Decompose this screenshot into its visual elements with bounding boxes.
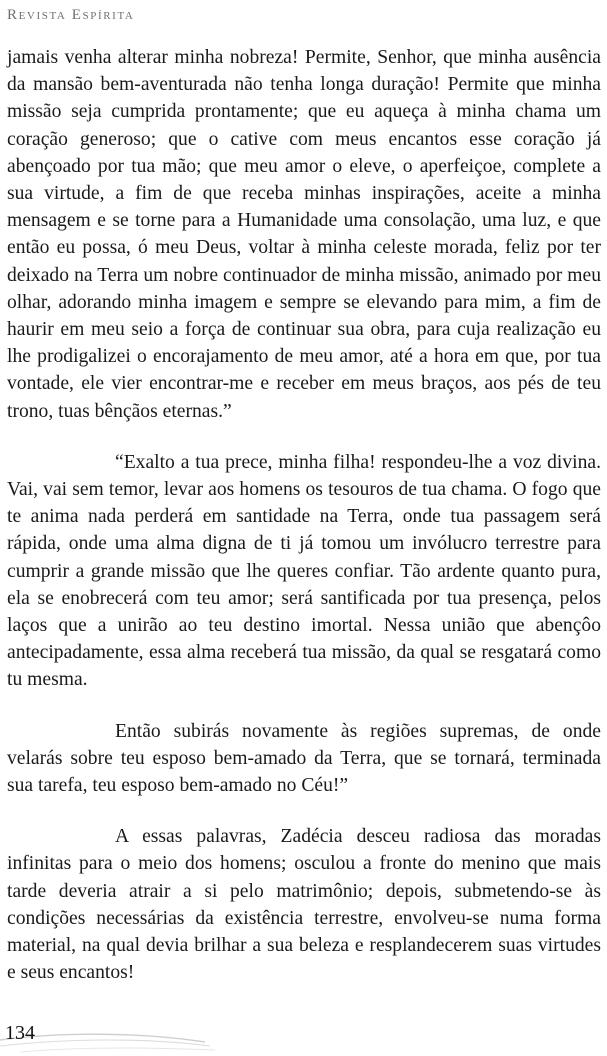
- paragraph-2: “Exalto a tua prece, minha filha! respondeu-lhe a voz divina. Vai, vai sem temor, levar aos homens os tesouros de tua chama. O fogo que te anima nada perderá em santidade na Terra, onde tua passagem será rápida, onde uma alma digna de ti já tomou um invólucro terrestre para cumprir a grande missão que lhe queres confiar. Tão ardente quanto pura, ela se enobrecerá com teu amor; será santificada por tua presença, pelos laços que a unirão ao teu destino imortal. Nessa união que abençôo antecipadamente, essa alma receberá tua missão, da qual se resgatará como tu mesma.: [7, 451, 601, 691]
- paragraph-4: A essas palavras, Zadécia desceu radiosa das moradas infinitas para o meio dos homens; osculou a fronte do menino que mais tarde deveria atrair a si pelo matrimônio; depois, submetendo-se às condições necessárias da existência terrestre, envolveu-se numa forma material, na qual devia brilhar a sua beleza e resplandecerem suas virtudes e seus encantos!: [7, 826, 601, 984]
- paragraph-3: Então subirás novamente às regiões supremas, de onde velarás sobre teu esposo bem-amado da Terra, que se tornará, terminada sua tarefa, teu esposo bem-amado no Céu!”: [7, 720, 601, 797]
- paragraph-gap: [7, 425, 601, 449]
- decorative-swoosh-icon: [0, 1016, 607, 1056]
- page-body: [7, 44, 601, 987]
- page-number: 134: [5, 1022, 35, 1044]
- paragraph-gap: [7, 694, 601, 718]
- running-header: Revista Espírita: [7, 7, 135, 23]
- paragraph-1: jamais venha alterar minha nobreza! Permite, Senhor, que minha ausência da mansão bem-aventurada não tenha longa duração! Permite que minha missão seja cumprida prontamente; que eu aqueça à minha chama um coração generoso; que o cative com meus encantos esse coração já abençoado por tua mão; que meu amor o eleve, o aperfeiçoe, complete a sua virtude, a fim de que receba minhas inspirações, aceite a minha mensagem e se torne para a Humanidade uma consolação, uma luz, e que então eu possa, ó meu Deus, voltar à minha celeste morada, feliz por ter deixado na Terra um nobre continuador de minha missão, animado por meu olhar, adorando minha imagem e sempre se elevando para mim, a fim de haurir em meu seio a força de continuar sua obra, para cuja realização eu lhe prodigalizei o encorajamento de meu amor, até a hora em que, por tua vontade, ele vier encontrar-me e receber em meus braços, aos pés de teu trono, tuas bênçãos eternas.”: [7, 47, 601, 422]
- paragraph-gap: [7, 799, 601, 823]
- page-footer: [0, 1016, 607, 1056]
